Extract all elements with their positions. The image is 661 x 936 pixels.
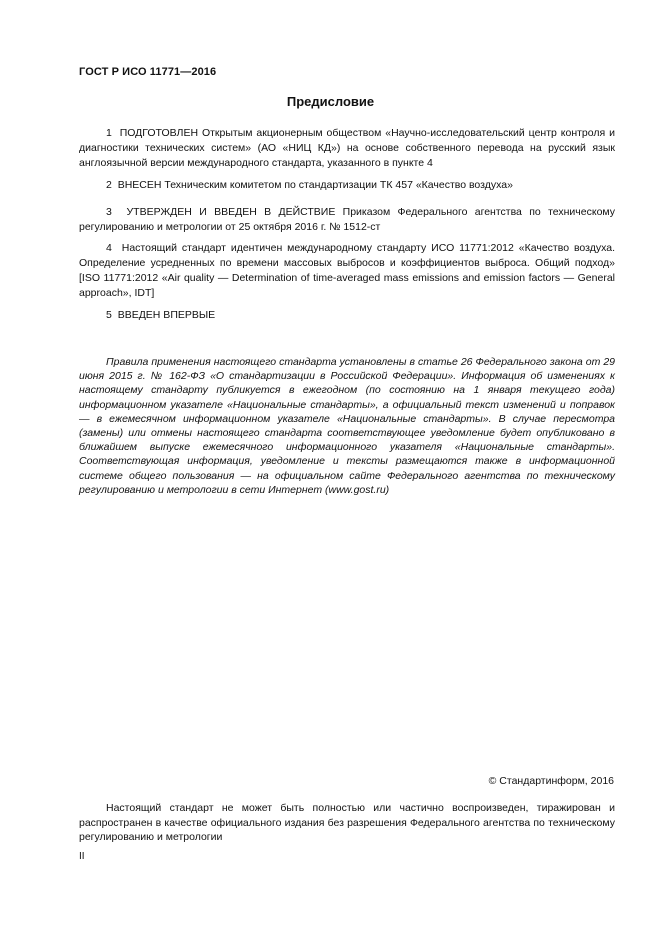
item-number: 1: [106, 127, 112, 139]
application-rules-note: Правила применения настоящего стандарта установлены в статье 26 Федерального закона от 29 июня 2015 г. № 162-ФЗ «О стандартизации в Российской Федерации». Информация об изменениях к настоящему стандарту публикуется в ежегодном (по состоянию на 1 января текущего года) информационном указателе «Национальные стандарты», а официальный текст изменений и поправок — в ежемесячном информационном указателе «Национальные стандарты». В случае пересмотра (замены) или отмены настоящего стандарта соответствующее уведомление будет опубликовано в ближайшем выпуске ежемесячного информационного указателя «Национальные стандарты». Соответствующая информация, уведомление и тексты размещаются также в информационной системе общего пользования — на официальном сайте Федерального агентства по техническому регулированию и метрологии в сети Интернет (www.gost.ru): [79, 356, 615, 496]
reproduction-notice: Настоящий стандарт не может быть полностью или частично воспроизведен, тиражирован и распространен в качестве официального издания без разрешения Федерального агентства по техническому регулированию и метрологии: [79, 802, 615, 843]
item-text: ПОДГОТОВЛЕН Открытым акционерным обществом «Научно-исследовательский центр контроля и диагностики технических систем» (АО «НИЦ КД») на основе собственного перевода на русский язык англоязычной версии международного стандарта, указанного в пункте 4: [79, 127, 615, 169]
item-number: 4: [106, 242, 112, 254]
foreword-item-3: [79, 205, 615, 235]
item-text: ВНЕСЕН Техническим комитетом по стандартизации ТК 457 «Качество воздуха»: [117, 179, 513, 191]
item-text: Настоящий стандарт идентичен международному стандарту ИСО 11771:2012 «Качество воздуха. Определение усредненных по времени массовых выбросов и коэффициентов выброса. Общий подход» [ISO 11771:2012 «Air quality — Determination of time-averaged mass emissions and emission factors — General approach», IDT]: [79, 242, 616, 299]
item-number: 2: [106, 179, 112, 191]
foreword-item-1: [79, 126, 615, 171]
foreword-item-5: [79, 308, 615, 323]
document-code: ГОСТ Р ИСО 11771—2016: [79, 66, 217, 78]
item-text: УТВЕРЖДЕН И ВВЕДЕН В ДЕЙСТВИЕ Приказом Федерального агентства по техническому регулированию и метрологии от 25 октября 2016 г. № 1512-ст: [79, 206, 615, 233]
item-text: ВВЕДЕН ВПЕРВЫЕ: [117, 309, 216, 321]
copyright-line: © Стандартинформ, 2016: [488, 775, 614, 787]
foreword-item-4: [79, 241, 615, 301]
page-title: Предисловие: [286, 94, 375, 109]
page-number: II: [79, 851, 85, 862]
foreword-item-2: [79, 178, 615, 193]
item-number: 5: [106, 309, 112, 321]
item-number: 3: [106, 206, 112, 218]
